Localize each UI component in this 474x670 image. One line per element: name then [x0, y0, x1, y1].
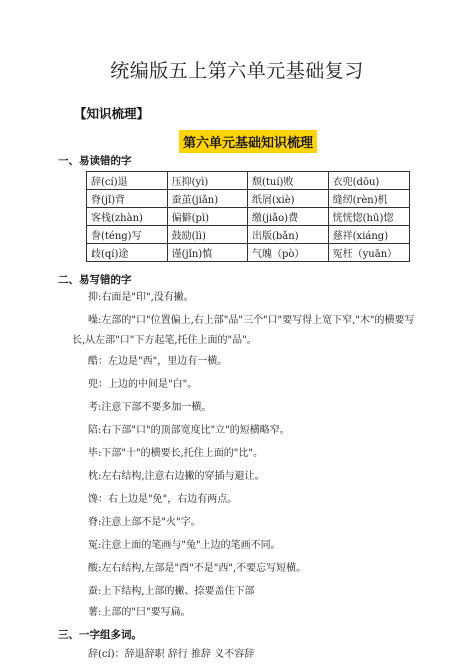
table-cell: 蚕茧(jiǎn) [167, 190, 247, 208]
table-cell: 衣兜(dōu) [328, 172, 409, 190]
section-heading-misread: 一、易读错的字 [58, 155, 132, 167]
section-heading-miswritten: 二、易写错的字 [58, 274, 132, 286]
table-row [87, 226, 410, 244]
table-cell: 脊(jǐ)背 [87, 190, 168, 208]
note-line: 抑:右面是"印",没有撇。 [88, 292, 194, 303]
table-cell: 冤枉（yuān） [328, 244, 409, 262]
document-title: 统编版五上第六单元基础复习 [110, 60, 364, 82]
table-cell: 气魄（pò） [247, 244, 328, 262]
note-line: 考:注意下部不要多加一横。 [88, 402, 212, 413]
table-cell: 出版(bǎn) [247, 226, 328, 244]
note-line: 陪:右下部"口"的顶部宽度比"立"的短横略窄。 [88, 425, 290, 436]
section-banner: 第六单元基础知识梳理 [179, 130, 317, 153]
table-cell: 恍恍惚(hū)惚 [328, 208, 409, 226]
table-cell: 压抑(yì) [167, 172, 247, 190]
table-cell: 缴(jiǎo)费 [247, 208, 328, 226]
table-cell: 缝纫(rèn)机 [328, 190, 409, 208]
misread-characters-table [86, 171, 410, 262]
table-cell: 纸屑(xiè) [247, 190, 328, 208]
note-line: 噪:左部的"口"位置偏上,右上部"品"三个"口"要写得上宽下窄,"木"的横要写 [88, 315, 415, 326]
table-cell: 歧(qí)途 [87, 244, 168, 262]
table-row [87, 208, 410, 226]
section-heading-word-groups: 三、一字组多词。 [58, 629, 142, 641]
note-line: 酷：左边是"西"，里边有一横。 [88, 356, 228, 367]
table-row [87, 172, 410, 190]
note-line: 毕:下部"十"的横要长,托住上面的"比"。 [88, 448, 263, 459]
note-line: 薯:上部的"曰"要写扁。 [88, 607, 191, 618]
table-cell: 誊(téng)写 [87, 226, 168, 244]
table-cell: 慈祥(xiáng) [328, 226, 409, 244]
note-line: 长,从左部"口"下方起笔,托住上面的"品"。 [72, 335, 257, 346]
note-line: 兜：上边的中间是"白"。 [88, 379, 198, 390]
note-line: 脊:注意上部不是"火"字。 [88, 517, 201, 528]
note-line: 馋：右上边是"免"，右边有两点。 [88, 494, 238, 505]
note-line: 枕:左右结构,注意右边撇的穿插与避让。 [88, 471, 265, 482]
table-cell: 辞(cí)退 [87, 172, 168, 190]
note-line: 冤:注意上面的笔画与"兔"上边的笔画不同。 [88, 540, 281, 551]
note-line: 酸:左右结构,左部是"酉"不是"西",不要忘写短横。 [88, 563, 307, 574]
note-line: 蚕:上下结构,上部的撇、捺要盖住下部 [88, 586, 255, 597]
table-row [87, 244, 410, 262]
word-group-line: 辞(cí)：辞退辞职 辞行 推辞 义不容辞 [88, 649, 255, 660]
table-row [87, 190, 410, 208]
knowledge-tag: 【知识梳理】 [74, 106, 150, 121]
table-cell: 颓(tuí)败 [247, 172, 328, 190]
table-cell: 鼓励(lì) [167, 226, 247, 244]
table-cell: 谨(jǐn)慎 [167, 244, 247, 262]
table-cell: 客栈(zhàn) [87, 208, 168, 226]
table-cell: 偏僻(pì) [167, 208, 247, 226]
